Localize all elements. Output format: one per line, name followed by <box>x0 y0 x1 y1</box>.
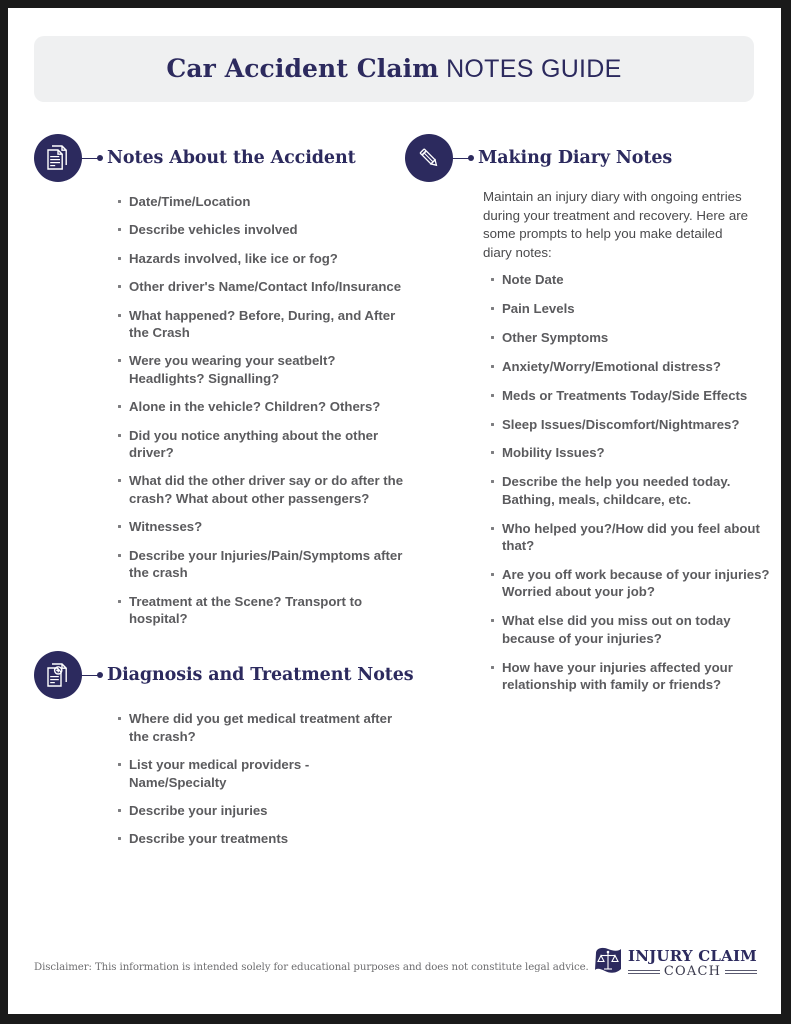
section-notes-about-the-accident <box>34 132 404 627</box>
logo-text-primary: INJURY CLAIM <box>628 947 757 965</box>
list-item: What else did you miss out on today because of your injuries? <box>491 612 777 647</box>
section-intro-text: Maintain an injury diary with ongoing entries during your treatment and recovery. Here are some prompts to help you make detailed diary notes: <box>483 189 749 260</box>
list-item: Describe your Injuries/Pain/Symptoms after the crash <box>118 547 404 582</box>
list-item: Note Date <box>491 271 777 288</box>
list-item: Sleep Issues/Discomfort/Nightmares? <box>491 416 777 433</box>
page-title <box>166 56 621 82</box>
medical-document-icon <box>34 651 82 699</box>
disclaimer-text: Disclaimer: This information is intended solely for educational purposes and does not constitute legal advice. <box>34 962 589 973</box>
list-item: Did you notice anything about the other driver? <box>118 427 404 462</box>
list-item: Treatment at the Scene? Transport to hospital? <box>118 593 404 628</box>
list-item: Describe your treatments <box>118 830 404 847</box>
section-title: Notes About the Accident <box>107 148 356 168</box>
list-item: Who helped you?/How did you feel about that? <box>491 520 777 555</box>
injury-claim-coach-logo <box>591 944 757 983</box>
list-item: Are you off work because of your injuries? Worried about your job? <box>491 566 777 601</box>
list-item: Other driver's Name/Contact Info/Insurance <box>118 278 404 295</box>
document-page <box>8 8 781 1014</box>
section-header <box>34 132 404 184</box>
connector-line <box>81 671 105 680</box>
section-header <box>34 649 414 701</box>
section-header <box>405 132 777 184</box>
page-title-secondary: NOTES GUIDE <box>446 55 622 83</box>
list-item: Mobility Issues? <box>491 444 777 461</box>
pencil-icon <box>405 134 453 182</box>
list-item: Date/Time/Location <box>118 193 404 210</box>
section-title: Making Diary Notes <box>478 148 673 168</box>
page-title-primary: Car Accident Claim <box>166 54 439 83</box>
list-item: Witnesses? <box>118 518 404 535</box>
list-item: Where did you get medical treatment after the crash? <box>118 710 404 745</box>
right-column <box>405 132 777 705</box>
scales-of-justice-icon <box>591 944 625 983</box>
section-diagnosis-and-treatment-notes <box>34 649 414 847</box>
list-item: How have your injuries affected your relationship with family or friends? <box>491 659 777 694</box>
list-item: Other Symptoms <box>491 329 777 346</box>
document-stack-icon <box>34 134 82 182</box>
section-title: Diagnosis and Treatment Notes <box>107 665 414 686</box>
logo-text-secondary: COACH <box>663 964 722 979</box>
list-item: List your medical providers - Name/Specialty <box>118 756 404 791</box>
logo-rule-right <box>725 970 757 974</box>
left-column <box>34 132 414 848</box>
list-item: Anxiety/Worry/Emotional distress? <box>491 358 777 375</box>
list-item: Hazards involved, like ice or fog? <box>118 250 404 267</box>
list-item: What happened? Before, During, and After the Crash <box>118 307 404 342</box>
logo-wordmark <box>628 948 757 979</box>
list-item: Describe your injuries <box>118 802 404 819</box>
section-making-diary-notes <box>405 132 777 693</box>
page-footer <box>8 944 781 1014</box>
list-item: Were you wearing your seatbelt? Headlights? Signalling? <box>118 352 404 387</box>
list-item: Describe the help you needed today. Bathing, meals, childcare, etc. <box>491 473 777 508</box>
list-item: Pain Levels <box>491 300 777 317</box>
list-item: Describe vehicles involved <box>118 221 404 238</box>
bullet-list <box>34 710 404 847</box>
title-banner <box>34 36 754 102</box>
logo-rule-left <box>628 970 660 974</box>
connector-line <box>81 154 105 163</box>
connector-line <box>452 154 476 163</box>
bullet-list <box>405 271 777 693</box>
bullet-list <box>34 193 404 627</box>
list-item: Meds or Treatments Today/Side Effects <box>491 387 777 404</box>
list-item: Alone in the vehicle? Children? Others? <box>118 398 404 415</box>
list-item: What did the other driver say or do after the crash? What about other passengers? <box>118 472 404 507</box>
